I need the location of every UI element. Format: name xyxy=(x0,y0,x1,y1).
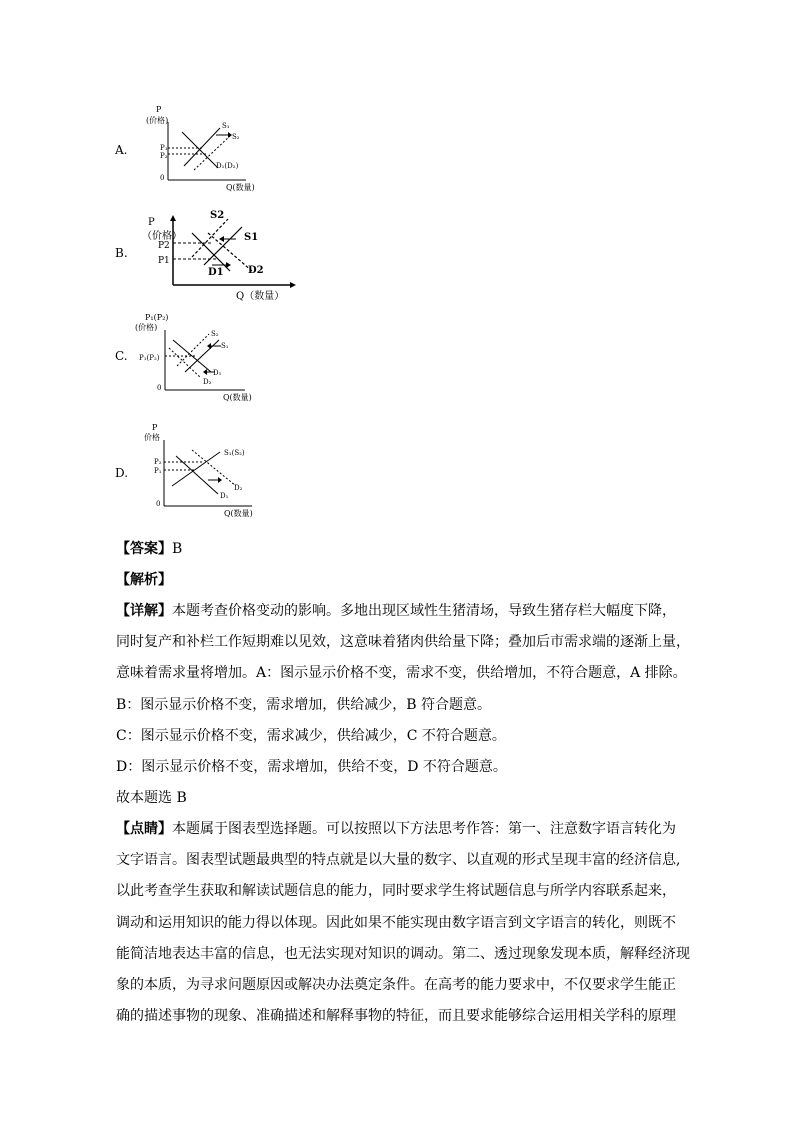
b-p-label: P xyxy=(148,217,155,228)
c-d2-label: D₂ xyxy=(203,378,212,386)
detail-line-1: 【详解】本题考查价格变动的影响。多地出现区域性生猪清场，导致生猪存栏大幅度下降， xyxy=(116,603,676,619)
a-p-label: P xyxy=(156,105,162,114)
detail-line-6: D：图示显示价格不变，需求增加，供给不变，D 不符合题意。 xyxy=(116,759,507,775)
c-d1-label: D₁ xyxy=(213,369,222,377)
d-d2-label: D₂ xyxy=(234,484,243,492)
comment-line-3: 以此考查学生获取和解读试题信息的能力，同时要求学生将试题信息与所学内容联系起来， xyxy=(116,883,676,899)
detail-line-5: C：图示显示价格不变，需求减少，供给减少，C 不符合题意。 xyxy=(116,728,506,744)
c-s1-label: S₁ xyxy=(221,342,229,350)
option-a-letter: A. xyxy=(115,143,128,157)
comment-line-2: 文字语言。图表型试题最典型的特点就是以大量的数字、以直观的形式呈现丰富的经济信息, xyxy=(116,852,681,868)
b-q-label: Q（数量） xyxy=(236,291,285,302)
option-c-letter: C. xyxy=(115,349,128,363)
c-p-unit: (价格) xyxy=(135,323,158,332)
comment-tag: 【点睛】 xyxy=(116,821,172,837)
d-origin: 0 xyxy=(156,500,161,508)
b-p1-label: P1 xyxy=(158,256,170,266)
d-p2-label: P₂ xyxy=(154,458,162,466)
c-p-label: P₁(P₂) xyxy=(145,313,169,322)
detail-line-3: 意味着需求量将增加。A：图示显示价格不变，需求不变，供给增加，不符合题意，A 排除。 xyxy=(116,665,687,681)
comment-line-1: 【点睛】本题属于图表型选择题。可以按照以下方法思考作答：第一、注意数字语言转化为 xyxy=(116,821,676,837)
c-origin: 0 xyxy=(157,384,162,392)
b-s1-label: S1 xyxy=(244,232,259,243)
option-b-graph xyxy=(140,205,310,305)
option-a-graph xyxy=(140,100,280,195)
detail-line-2: 同时复产和补栏工作短期难以见效，这意味着猪肉供给量下降；叠加后市需求端的逐渐上量， xyxy=(116,634,690,650)
b-d2-label: D2 xyxy=(248,265,264,276)
b-p-unit: （价格） xyxy=(142,231,182,242)
d-d1-label: D₁ xyxy=(220,492,229,500)
d-p-label: P xyxy=(152,423,158,432)
a-p-unit: (价格) xyxy=(146,116,169,125)
d-p-unit: 价格 xyxy=(144,433,160,442)
c-p-value-label: P₁(P₂) xyxy=(139,354,160,362)
b-p2-label: P2 xyxy=(158,241,170,251)
c-q-label: Q(数量) xyxy=(223,393,252,402)
answer-line xyxy=(116,539,182,559)
comment-line-4: 调动和运用知识的能力得以体现。因此如果不能实现由数字语言到文字语言的转化，则既不 xyxy=(116,915,676,931)
b-s2-label: S2 xyxy=(210,210,225,221)
c-s2-label: S₂ xyxy=(211,330,219,338)
comment-line-7: 确的描述事物的现象、准确描述和解释事物的特征，而且要求能够综合运用相关学科的原理 xyxy=(116,1008,676,1024)
c-s2-line xyxy=(177,334,209,366)
c-d2-line xyxy=(169,348,201,378)
a-q-label: Q(数量) xyxy=(226,183,255,192)
comment-line-6: 象的本质，为寻求问题原因或解决办法奠定条件。在高考的能力要求中，不仅要求学生能正 xyxy=(116,977,676,993)
b-d1-label: D1 xyxy=(208,267,224,278)
analysis-tag: 【解析】 xyxy=(116,572,172,588)
option-d-letter: D. xyxy=(115,466,129,480)
d-s-label: S₁(S₂) xyxy=(224,449,245,457)
detail-conclusion: 故本题选 B xyxy=(116,790,187,806)
a-p2-label: P₂ xyxy=(160,152,168,160)
answer-tag: 【答案】 xyxy=(116,541,172,557)
detail-tag: 【详解】 xyxy=(116,603,172,619)
a-s2-label: S₂ xyxy=(232,133,240,141)
option-d-graph xyxy=(140,420,280,522)
d-s-line xyxy=(172,452,220,486)
answer-value: B xyxy=(172,541,183,557)
a-s1-line xyxy=(184,128,220,166)
a-d-label: D₁(D₂) xyxy=(216,162,239,170)
detail-line-4: B：图示显示价格不变，需求增加，供给减少，B 符合题意。 xyxy=(116,697,492,713)
a-origin: 0 xyxy=(160,174,165,182)
option-b-letter: B. xyxy=(115,246,128,260)
option-c-graph xyxy=(135,310,275,405)
comment-line-5: 能简洁地表达丰富的信息，也无法实现对知识的调动。第二、透过现象发现本质，解释经济现 xyxy=(116,946,690,962)
a-p1-label: P₁ xyxy=(160,144,168,152)
d-p1-label: P₁ xyxy=(154,467,162,475)
a-s1-label: S₁ xyxy=(222,122,230,130)
d-q-label: Q(数量) xyxy=(224,509,253,518)
